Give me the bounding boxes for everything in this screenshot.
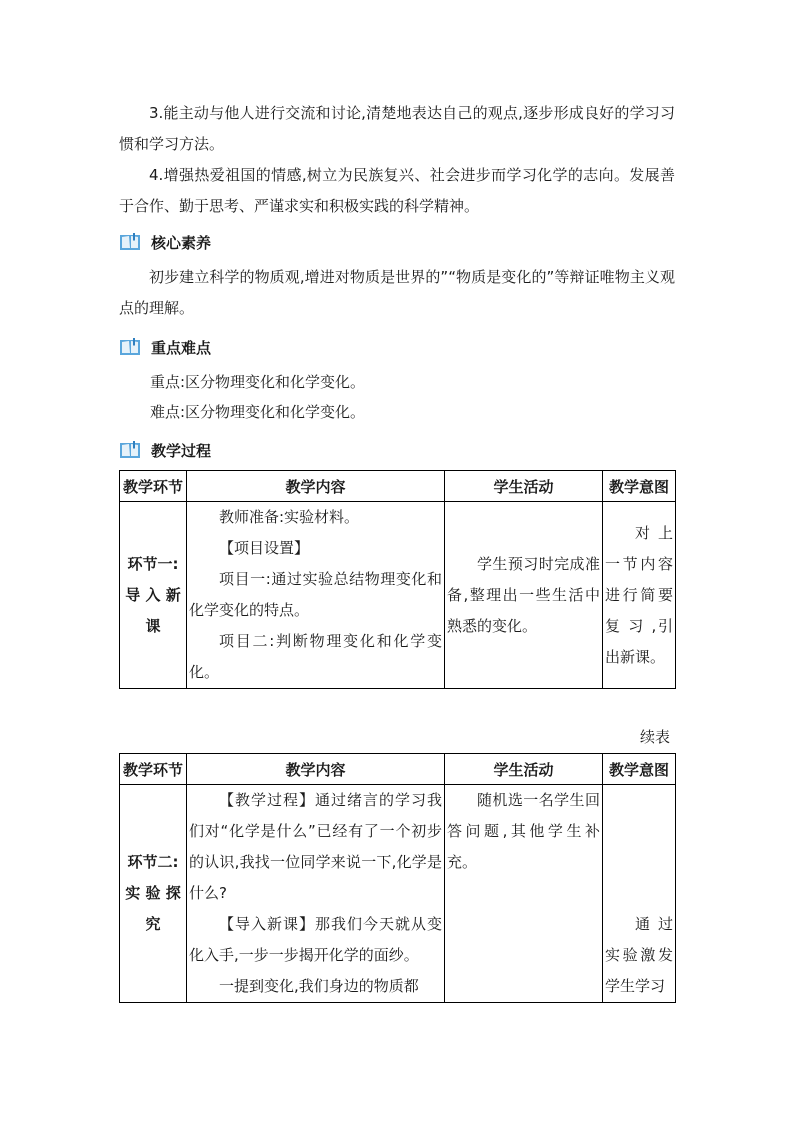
header-intent: 教学意图: [603, 471, 676, 502]
content-line: 一提到变化,我们身边的物质都: [219, 977, 419, 995]
header-activity: 学生活动: [445, 754, 603, 785]
book-icon: [119, 440, 141, 460]
content-cell: [187, 785, 445, 1003]
table-row: [120, 785, 676, 1003]
content-line: 【项目设置】: [219, 539, 310, 557]
header-stage: 教学环节: [120, 754, 187, 785]
book-icon: [119, 337, 141, 357]
table-header-row: [120, 471, 676, 502]
table-header-row: [120, 754, 676, 785]
stage-cell: 环节一:导 入 新课: [120, 502, 187, 689]
activity-text: 随机选一名学生回答问题,其他学生补充。: [447, 791, 600, 871]
objective-3: 3.能主动与他人进行交流和讨论,清楚地表达自己的观点,逐步形成良好的学习习惯和学习方法。: [119, 104, 675, 153]
process-table-2: [119, 753, 676, 1003]
difficulty-text: 难点:区分物理变化和化学变化。: [150, 403, 366, 421]
continued-label: 续表: [640, 728, 671, 746]
intent-cell: [603, 502, 676, 689]
core-literacy-heading: [119, 231, 211, 253]
stage-cell: 环节二:实 验 探究: [120, 785, 187, 1003]
process-table-1: [119, 470, 676, 689]
activity-cell: [445, 785, 603, 1003]
core-literacy-text: 初步建立科学的物质观,增进对物质是世界的”“物质是变化的”等辩证唯物主义观点的理解。: [119, 268, 675, 317]
content-line: 【教学过程】通过绪言的学习我们对“化学是什么”已经有了一个初步的认识,我找一位同学来说一下,化学是什么?: [189, 791, 442, 902]
activity-text: 学生预习时完成准备,整理出一些生活中熟悉的变化。: [447, 554, 600, 635]
table-row: [120, 502, 676, 689]
objective-4: 4.增强热爱祖国的情感,树立为民族复兴、社会进步而学习化学的志向。发展善于合作、勤于思考、严谨求实和积极实践的科学精神。: [119, 166, 675, 215]
content-line: 【导入新课】那我们今天就从变化入手,一步一步揭开化学的面纱。: [189, 915, 442, 964]
header-content: 教学内容: [187, 754, 445, 785]
intent-text: 对上一节内容进行简要复 习 ,引出新课。: [605, 523, 673, 666]
header-content: 教学内容: [187, 471, 445, 502]
key-point-text: 重点:区分物理变化和化学变化。: [150, 373, 366, 391]
activity-cell: [445, 502, 603, 689]
intent-cell: [603, 785, 676, 1003]
content-line: 项目二:判断物理变化和化学变化。: [189, 632, 442, 681]
header-activity: 学生活动: [445, 471, 603, 502]
process-title: 教学过程: [151, 441, 212, 460]
book-icon: [119, 232, 141, 252]
header-intent: 教学意图: [603, 754, 676, 785]
key-points-heading: [119, 336, 211, 358]
content-line: 项目一:通过实验总结物理变化和化学变化的特点。: [189, 570, 442, 619]
intent-text: 通过实验激发学生学习: [605, 915, 673, 995]
core-literacy-title: 核心素养: [151, 233, 212, 252]
process-heading: [119, 439, 211, 461]
content-line: 教师准备:实验材料。: [219, 508, 360, 526]
content-cell: [187, 502, 445, 689]
key-points-title: 重点难点: [151, 338, 212, 357]
header-stage: 教学环节: [120, 471, 187, 502]
